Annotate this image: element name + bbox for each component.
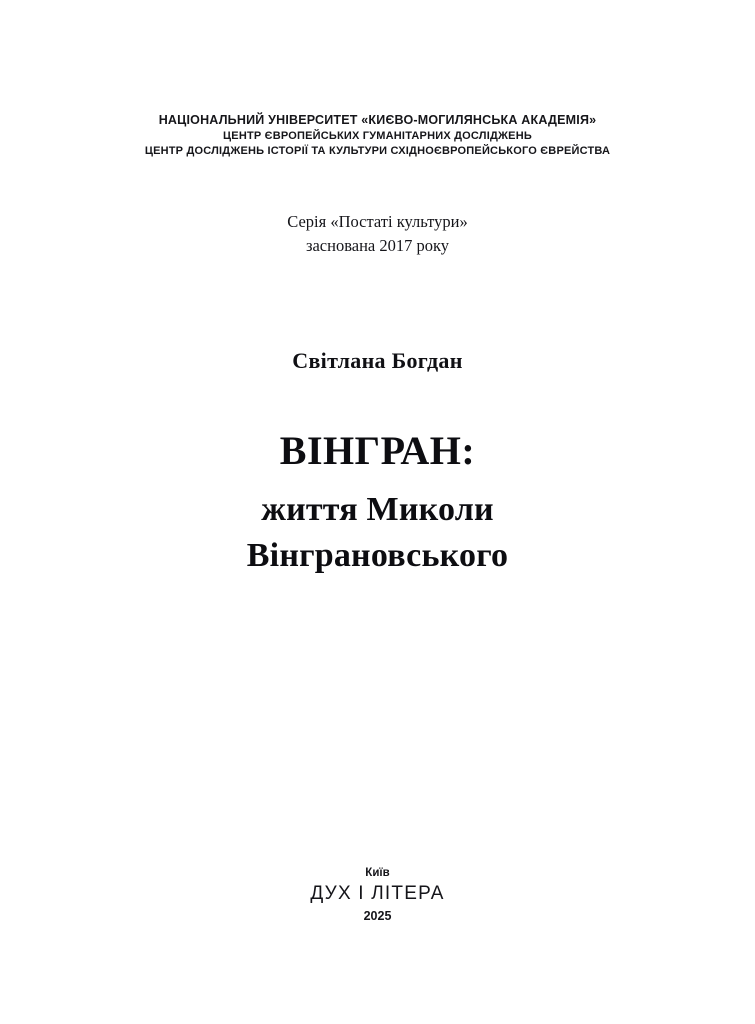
book-title-sub-line-1: життя Миколи — [261, 491, 494, 528]
series-founded: заснована 2017 року — [305, 236, 450, 255]
author-name: Світлана Богдан — [292, 348, 463, 373]
book-title-main: ВІНГРАН: — [279, 428, 476, 473]
institution-block — [0, 112, 755, 159]
imprint-city: Київ — [365, 867, 390, 879]
imprint-year: 2025 — [363, 909, 392, 923]
institution-line-center-european: ЦЕНТР ЄВРОПЕЙСЬКИХ ГУМАНІТАРНИХ ДОСЛІДЖЕНЬ — [223, 130, 532, 142]
series-block — [0, 210, 755, 258]
series-name: Серія «Постаті культури» — [287, 212, 468, 231]
imprint-block — [0, 866, 755, 925]
institution-line-university: НАЦІОНАЛЬНИЙ УНІВЕРСИТЕТ «КИЄВО-МОГИЛЯНСЬКА АКАДЕМІЯ» — [158, 113, 597, 127]
institution-line-center-jewish: ЦЕНТР ДОСЛІДЖЕНЬ ІСТОРІЇ ТА КУЛЬТУРИ СХІДНОЄВРОПЕЙСЬКОГО ЄВРЕЙСТВА — [144, 145, 611, 157]
imprint-publisher: ДУХ І ЛІТЕРА — [310, 883, 445, 904]
book-title-sub-line-2: Вінграновського — [246, 537, 509, 574]
title-block — [0, 425, 755, 579]
